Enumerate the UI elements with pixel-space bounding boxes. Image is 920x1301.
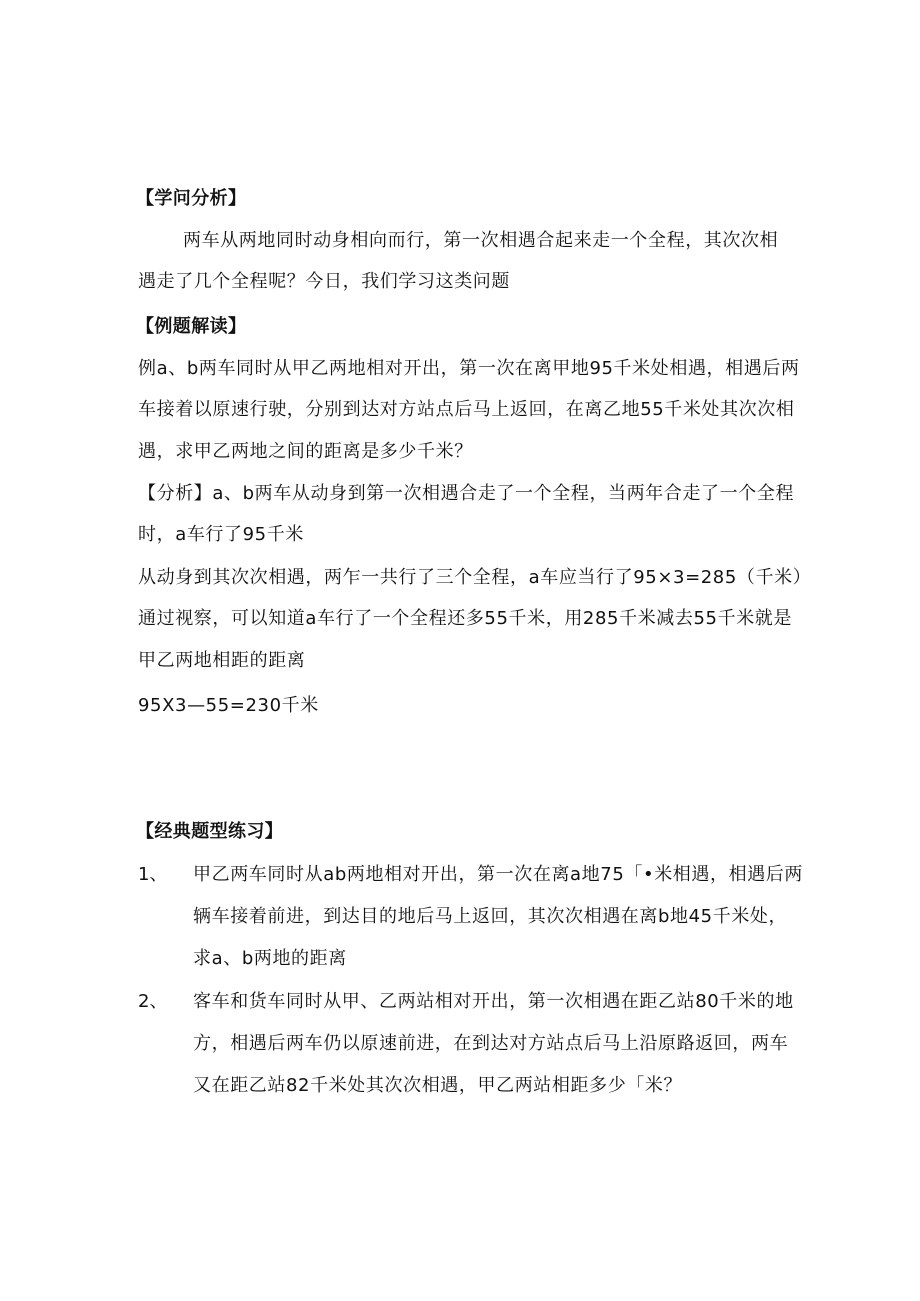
- example-question-line-2: 车接着以原速行驶，分别到达对方站点后马上返回，在离乙地55千米处其次次相: [138, 399, 795, 420]
- example-heading: 【例题解读】: [136, 316, 247, 337]
- example-analysis-line-5: 甲乙两地相距的距离: [138, 650, 306, 671]
- practice-item-1-line-1: 甲乙两车同时从ab两地相对开出，第一次在离a地75「•米相遇，相遇后两: [193, 864, 804, 885]
- example-question-line-1: 例a、b两车同时从甲乙两地相对开出，第一次在离甲地95千米处相遇，相遇后两: [138, 358, 800, 379]
- example-analysis-line-2: 时，a车行了95千米: [138, 524, 304, 545]
- practice-item-2-number: 2、: [138, 991, 168, 1012]
- practice-item-1-number: 1、: [138, 864, 168, 885]
- practice-item-2-line-1: 客车和货车同时从甲、乙两站相对开出，第一次相遇在距乙站80千米的地: [193, 991, 794, 1012]
- practice-item-1-line-2: 辆车接着前进，到达目的地后马上返回，其次次相遇在离b地45千米处，: [193, 906, 788, 927]
- knowledge-line-2: 遇走了几个全程呢？今日，我们学习这类问题: [138, 271, 510, 292]
- practice-item-2-line-2: 方，相遇后两车仍以原速前进，在到达对方站点后马上沿原路返回，两车: [193, 1033, 789, 1054]
- practice-heading: 【经典题型练习】: [136, 821, 284, 842]
- example-formula: 95X3—55=230千米: [138, 695, 319, 716]
- practice-item-1-line-3: 求a、b两地的距离: [193, 948, 347, 969]
- practice-item-2-line-3: 又在距乙站82千米处其次次相遇，甲乙两站相距多少「米？: [193, 1075, 683, 1096]
- example-analysis-line-3: 从动身到其次次相遇，两乍一共行了三个全程，a车应当行了95×3=285（千米）: [138, 567, 812, 588]
- example-analysis-line-4: 通过视察，可以知道a车行了一个全程还多55千米，用285千米减去55千米就是: [138, 608, 792, 629]
- knowledge-heading: 【学问分析】: [136, 188, 247, 209]
- knowledge-line-1: 两车从两地同时动身相向而行，第一次相遇合起来走一个全程，其次次相: [183, 230, 779, 251]
- example-question-line-3: 遇，求甲乙两地之间的距离是多少千米？: [138, 441, 473, 462]
- example-analysis-line-1: 【分析】a、b两车从动身到第一次相遇合走了一个全程，当两年合走了一个全程: [138, 483, 795, 504]
